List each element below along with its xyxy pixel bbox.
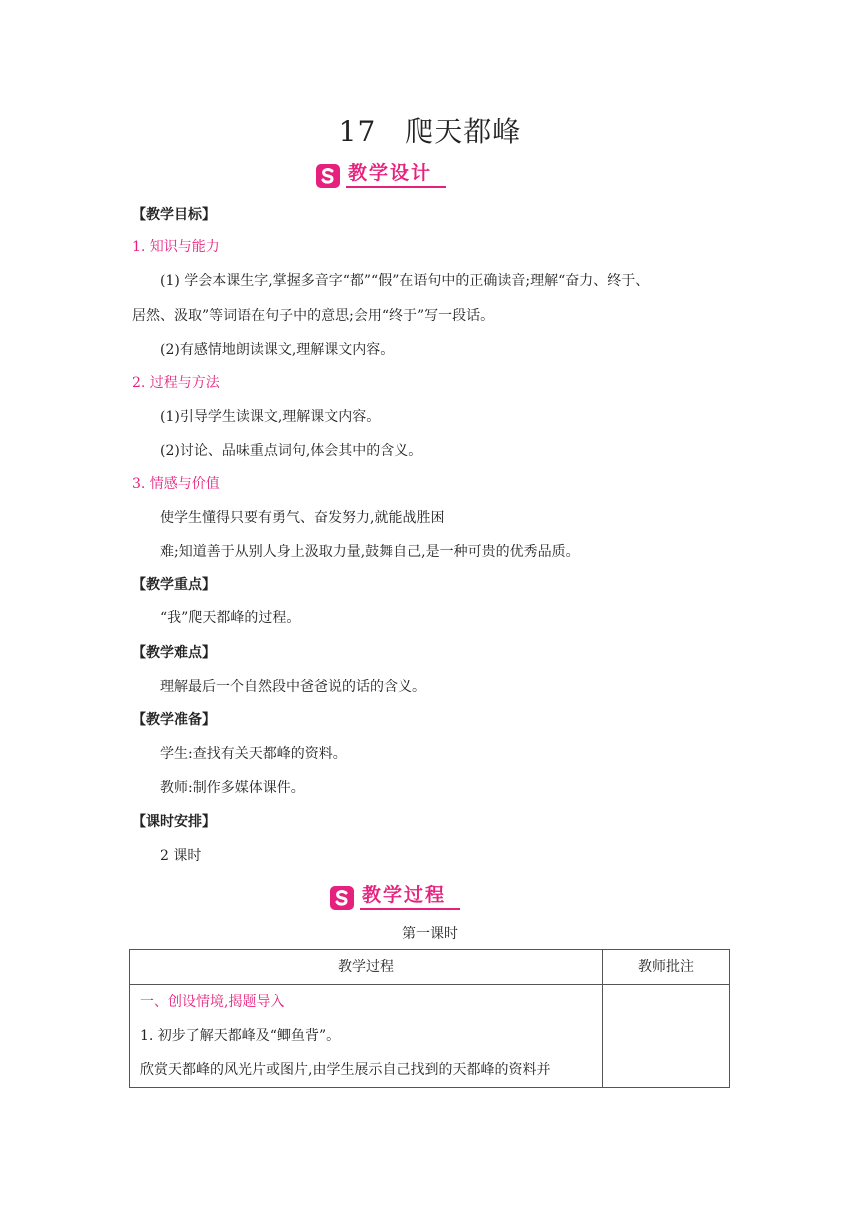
- key-points-heading: 【教学重点】: [132, 577, 216, 593]
- knowledge-item-2: (2)有感情地朗读课文,理解课文内容。: [160, 342, 395, 358]
- s-logo-icon: [316, 164, 340, 188]
- difficulties-heading: 【教学难点】: [132, 645, 216, 661]
- header-notes: 教师批注: [603, 950, 730, 985]
- step-line-1: 1. 初步了解天都峰及“鲫鱼背”。: [140, 1028, 341, 1044]
- header-process: 教学过程: [130, 950, 603, 985]
- teaching-process-banner: [330, 882, 460, 910]
- teaching-design-banner: [316, 160, 446, 188]
- section-process-title: 2. 过程与方法: [132, 375, 220, 391]
- lesson-label: 第一课时: [402, 926, 458, 942]
- schedule-heading: 【课时安排】: [132, 814, 216, 830]
- banner-label: 教学设计: [346, 161, 446, 188]
- values-line-2: 难;知道善于从别人身上汲取力量,鼓舞自己,是一种可贵的优秀品质。: [160, 544, 580, 560]
- preparation-students: 学生:查找有关天都峰的资料。: [160, 746, 347, 762]
- values-line-1: 使学生懂得只要有勇气、奋发努力,就能战胜困: [160, 510, 445, 526]
- section-knowledge-title: 1. 知识与能力: [132, 239, 220, 255]
- process-item-2: (2)讨论、品味重点词句,体会其中的含义。: [160, 443, 423, 459]
- table-row: [130, 985, 730, 1088]
- step-line-2: 欣赏天都峰的风光片或图片,由学生展示自己找到的天都峰的资料并: [140, 1062, 551, 1078]
- objectives-heading: 【教学目标】: [132, 207, 216, 223]
- process-cell: [130, 985, 603, 1088]
- s-logo-icon: [330, 886, 354, 910]
- knowledge-item-1-line1: (1) 学会本课生字,掌握多音字“都”“假”在语句中的正确读音;理解“奋力、终于、: [160, 273, 650, 289]
- difficulties-text: 理解最后一个自然段中爸爸说的话的含义。: [160, 679, 426, 695]
- lesson-plan-table: [129, 949, 730, 1088]
- section-values-title: 3. 情感与价值: [132, 476, 220, 492]
- table-header-row: [130, 950, 730, 985]
- process-item-1: (1)引导学生读课文,理解课文内容。: [160, 409, 381, 425]
- knowledge-item-1-line2: 居然、汲取”等词语在句子中的意思;会用“终于”写一段话。: [132, 308, 495, 324]
- schedule-text: 2 课时: [160, 848, 202, 864]
- notes-cell: [603, 985, 730, 1088]
- key-points-text: “我”爬天都峰的过程。: [160, 610, 301, 626]
- page-title: 17 爬天都峰: [338, 115, 522, 148]
- preparation-teacher: 教师:制作多媒体课件。: [160, 780, 305, 796]
- banner-label: 教学过程: [360, 883, 460, 910]
- step-heading: 一、创设情境,揭题导入: [140, 994, 285, 1010]
- preparation-heading: 【教学准备】: [132, 712, 216, 728]
